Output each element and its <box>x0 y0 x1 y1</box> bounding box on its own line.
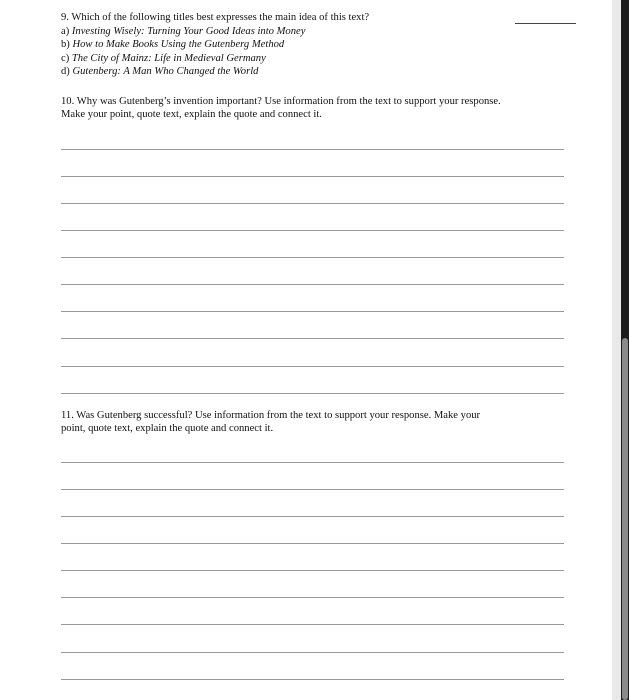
q10-answer-line[interactable] <box>61 338 564 339</box>
q11-answer-line[interactable] <box>61 489 564 490</box>
q9-option-c <box>61 53 266 65</box>
q10-answer-line[interactable] <box>61 149 564 150</box>
q11-answer-line[interactable] <box>61 624 564 625</box>
q10-prompt-line-1: 10. Why was Gutenberg’s invention important? Use information from the text to support your response. <box>61 96 501 107</box>
q11-answer-line[interactable] <box>61 516 564 517</box>
q9-prompt: 9. Which of the following titles best expresses the main idea of this text? <box>61 12 370 23</box>
q10-answer-line[interactable] <box>61 393 564 394</box>
q10-prompt-line-2: Make your point, quote text, explain the quote and connect it. <box>61 109 322 120</box>
scrollbar-thumb[interactable] <box>622 338 628 700</box>
q9-option-a-letter: a) <box>61 26 70 37</box>
q11-answer-line[interactable] <box>61 652 564 653</box>
q9-option-b <box>61 39 284 51</box>
q10-answer-line[interactable] <box>61 284 564 285</box>
q9-option-c-title: The City of Mainz: Life in Medieval Germany <box>71 53 266 64</box>
q9-option-d <box>61 66 258 78</box>
q9-option-a-title: Investing Wisely: Turning Your Good Ideas into Money <box>71 26 306 37</box>
q11-prompt-line-2: point, quote text, explain the quote and connect it. <box>61 423 274 434</box>
q9-option-a <box>61 26 305 38</box>
q11-answer-line[interactable] <box>61 543 564 544</box>
q10-answer-line[interactable] <box>61 311 564 312</box>
q9-option-d-title: Gutenberg: A Man Who Changed the World <box>72 66 259 77</box>
q10-answer-line[interactable] <box>61 257 564 258</box>
q11-answer-line[interactable] <box>61 679 564 680</box>
q9-option-c-letter: c) <box>61 53 70 64</box>
q9-answer-blank <box>515 23 576 24</box>
q11-answer-line[interactable] <box>61 597 564 598</box>
q11-answer-line[interactable] <box>61 570 564 571</box>
q10-answer-line[interactable] <box>61 203 564 204</box>
q9-option-b-letter: b) <box>61 39 70 50</box>
q10-answer-line[interactable] <box>61 366 564 367</box>
q11-answer-line[interactable] <box>61 462 564 463</box>
q9-option-b-title: How to Make Books Using the Gutenberg Method <box>72 39 285 50</box>
q11-prompt-line-1: 11. Was Gutenberg successful? Use information from the text to support your response. Make your <box>61 410 481 421</box>
q10-answer-line[interactable] <box>61 176 564 177</box>
q10-answer-line[interactable] <box>61 230 564 231</box>
q9-option-d-letter: d) <box>61 66 70 77</box>
